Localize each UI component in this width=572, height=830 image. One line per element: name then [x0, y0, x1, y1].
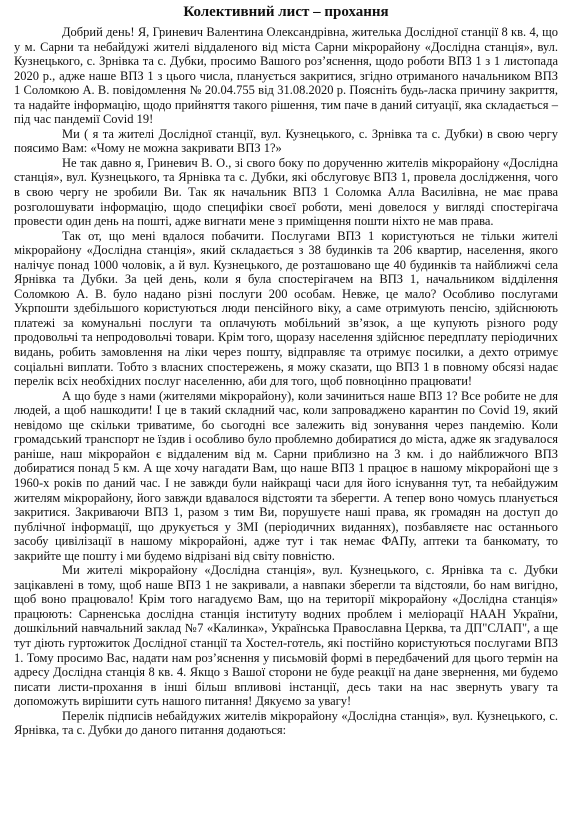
letter-title: Колективний лист – прохання — [183, 4, 389, 20]
paragraph-observations: Так от, що мені вдалося побачити. Послугами ВПЗ 1 користуються не тільки жителі мікрорайону «Дослідна станція», який складається з 38 будинків та 206 квартир, населення, якого налічує понад 1000 чоловік, а й вул. Кузнецького, де розташовано ще 40 будинків та найближчі села Ярнівка та Дубки. За цей день, коли я була спостерігачем на ВПЗ 1, начальником відділення Соломкою А. В. було надано різні послуги 200 особам. Невже, це мало? Особливо послугами Укрпошти здебільшого користуються люди пенсійного віку, а саме отримують пенсію, здійснюють платежі за комунальні послуги та оплачують мобільний зв’язок, а ще купують різного роду продовольчі та непродовольчі товари. Крім того, щоразу населення здійснює передплату періодичних видань, робить замовлення на ліки через пошту, відправляє та отримує посилки, а дехто отримує соціальні виплати. Тобто з власних спостережень, я можу сказати, що ВПЗ 1 в повному обсязі надає перелік всіх необхідних послуг населенню, аби для того, щоб повноцінно працювати! — [14, 228, 558, 389]
paragraph-question: Ми ( я та жителі Дослідної станції, вул. Кузнецького, с. Зрнівка та с. Дубки) в свою чергу поясимо Вам: «Чому не можна закривати ВПЗ 1?» — [14, 126, 558, 156]
paragraph-research: Не так давно я, Гриневич В. О., зі свого боку по дорученню жителів мікрорайону «Дослідна станція», вул. Кузнецького, та Ярнівка та с. Дубки, які обслуговує ВПЗ 1, провела дослідження, чого в свою чергу не зробили Ви. Так як начальник ВПЗ 1 Соломка Алла Василівна, не має права розголошувати інформацію, щодо специфіки своєї роботи, мені довелося у вигляді спостерігача провести один день на пошті, адже вигнати мене з приміщення пошти ніхто не мав права. — [14, 155, 558, 229]
paragraph-signatures: Перелік підписів небайдужих жителів мікрорайону «Дослідна станція», вул. Кузнецького, с. Ярнівка, та с. Дубки до даного питання додаються: — [14, 708, 558, 738]
paragraph-consequences: А що буде з нами (жителями мікрорайону), коли зачиниться наше ВПЗ 1? Все робите не для людей, а щоб нашкодити! І це в такий складний час, коли запроваджено карантин по Covid 19, який невідомо ще скільки триватиме, бо сьогодні все залежить від зонування через пандемію. Коли громадський транспорт не їздив і особливо було проблемно добиратися до міста, адже як згадувалося раніше, наш мікрорайон є віддаленим від м. Сарни приблизно на 3 км. і до найближчого ВПЗ добиратися понад 5 км. А ще хочу нагадати Вам, що наше ВПЗ 1 працює в нашому мікрорайоні ще з 1960-х років по даний час. І не завжди були найкращі часи для його існування тут, та небайдужим жителям мікрорайону, його завжди вдавалося відстояти та зберегти. А тепер воно чомусь планується закритися. Закриваючи ВПЗ 1, разом з тим Ви, порушуєте наші права, як громадян на доступ до публічної інформації, що друкується у ЗМІ (періодичних виданнях), позбавляєте нас останнього засобу цивілізації в нашому мікрорайоні, адже тут і так немає ФАПу, аптеки та банкомату, то закрийте ще пошту і ми будемо відрізані від світу повністю. — [14, 388, 558, 563]
paragraph-greeting: Добрий день! Я, Гриневич Валентина Олександрівна, жителька Дослідної станції 8 кв. 4, що у м. Сарни та небайдужі жителі віддаленого від міста Сарни мікрорайону «Дослідна станція», вул. Кузнецького, с. Зрнівка та с. Дубки, просимо Вашого роз’яснення, щодо роботи ВПЗ 1 з 1 листопада 2020 р., адже наше ВПЗ 1 з цього числа, планується закритися, згідно отриманого начальником ВПЗ 1 Соломкою А. В. повідомлення № 20.04.755 від 31.08.2020 р. Поясніть будь-ласка причину закриття, та надайте інформацію, щодо прийняття такого рішення, тим паче в даний ситуації, яка складається – під час пандемії Covid 19! — [14, 25, 558, 127]
paragraph-request: Ми жителі мікрорайону «Дослідна станція», вул. Кузнецького, с. Ярнівка та с. Дубки зацікавлені в тому, щоб наше ВПЗ 1 не закривали, а навпаки зберегли та відстояли, бо нам вигідно, щоб воно працювало! Крім того нагадуємо Вам, що на території мікрорайону «Дослідна станція» працюють: Сарненська дослідна станція інституту водних проблем і меліорації НААН України, дошкільний навчальний заклад №7 «Калинка», Українська Православна Церква, та ДП"СЛАП", а ще тут діють гуртожиток Дослідної станції та Хостел-готель, які постійно користуються послугами ВПЗ 1. Тому просимо Вас, надати нам роз’яснення у письмовій формі в передбачений для цього термін на адресу Дослідна станція 8 кв. 4. Якщо з Вашої сторони не буде реакції на дане звернення, ми будемо писати листи-прохання в інші більш впливові інстанції, десь таки на нас звернуть увагу та допоможуть вирішити суть нашого питання! Дякуємо за увагу! — [14, 563, 558, 709]
